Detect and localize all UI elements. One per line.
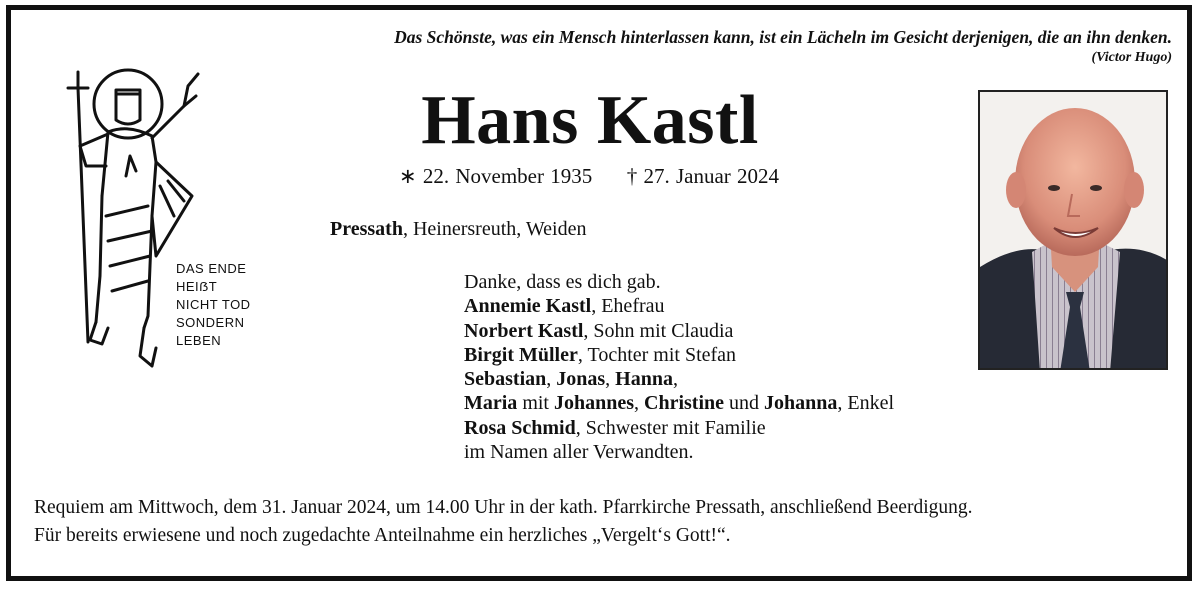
service-info — [34, 494, 973, 550]
quote-author: (Victor Hugo) — [1091, 49, 1172, 65]
places — [330, 218, 586, 241]
quote — [180, 26, 1172, 67]
mourner-relation: , Sohn mit Claudia — [583, 319, 734, 342]
mourner-line — [464, 343, 894, 367]
separator: , — [634, 392, 645, 415]
mourner-name: Birgit Müller — [464, 343, 578, 366]
requiem-line: Requiem am Mittwoch, dem 31. Januar 2024, um 14.00 Uhr in der kath. Pfarrkirche Pressath, anschließend Beerdigung. — [34, 497, 973, 518]
death-symbol: † — [626, 164, 638, 188]
deceased-name: Hans Kastl — [421, 82, 759, 159]
mourner-line — [464, 391, 894, 415]
motto-line: LEBEN — [176, 333, 222, 348]
mourner-line — [464, 416, 894, 440]
separator: , — [672, 368, 678, 391]
mourner-name: Christine — [644, 392, 725, 415]
mourners-list — [464, 270, 894, 464]
birth-date: 22. November 1935 — [422, 164, 593, 188]
mourner-relation: , Tochter mit Stefan — [577, 343, 737, 366]
mourner-name: Jonas — [556, 368, 606, 391]
thanks-line: Danke, dass es dich gab. — [464, 271, 661, 293]
mourner-name: Maria — [464, 392, 518, 415]
mourner-name: Hanna — [615, 368, 673, 391]
motto-line: SONDERN — [176, 315, 245, 330]
mourner-relation: , Schwester mit Familie — [575, 416, 766, 439]
motto-line: HEIẞT — [176, 279, 218, 294]
thanks-closing-line: Für bereits erwiesene und noch zugedachte Anteilnahme ein herzliches „Vergelt‘s Gott!“. — [34, 525, 731, 546]
mourner-line — [464, 294, 894, 318]
mourner-name: Johanna — [764, 392, 838, 415]
mourner-name: Rosa Schmid — [464, 416, 576, 439]
motto-line: DAS ENDE — [176, 261, 247, 276]
closing-line: im Namen aller Verwandten. — [464, 441, 694, 464]
mourner-relation: , Enkel — [837, 392, 895, 415]
motto-line: NICHT TOD — [176, 297, 251, 312]
separator: , — [605, 368, 616, 391]
mourner-name: Johannes — [553, 392, 635, 415]
place-primary: Pressath — [330, 218, 403, 240]
mourner-line — [464, 367, 894, 391]
separator: mit — [517, 392, 554, 415]
mourner-name: Norbert Kastl — [464, 319, 584, 342]
birth-symbol: ∗ — [398, 164, 417, 188]
mourner-name: Annemie Kastl — [464, 295, 592, 318]
mourner-relation: , Ehefrau — [591, 295, 665, 318]
quote-text: Das Schönste, was ein Mensch hinterlassen kann, ist ein Lächeln im Gesicht derjenigen, die an ihn denken. — [394, 27, 1172, 47]
portrait-photo — [978, 90, 1168, 370]
mourner-line — [464, 319, 894, 343]
motto-text — [176, 260, 251, 350]
separator: , — [546, 368, 557, 391]
death-date: 27. Januar 2024 — [643, 164, 780, 188]
life-dates — [394, 164, 784, 189]
place-others: , Heinersreuth, Weiden — [402, 218, 587, 240]
mourner-name: Sebastian — [464, 368, 547, 391]
separator: und — [724, 392, 765, 415]
